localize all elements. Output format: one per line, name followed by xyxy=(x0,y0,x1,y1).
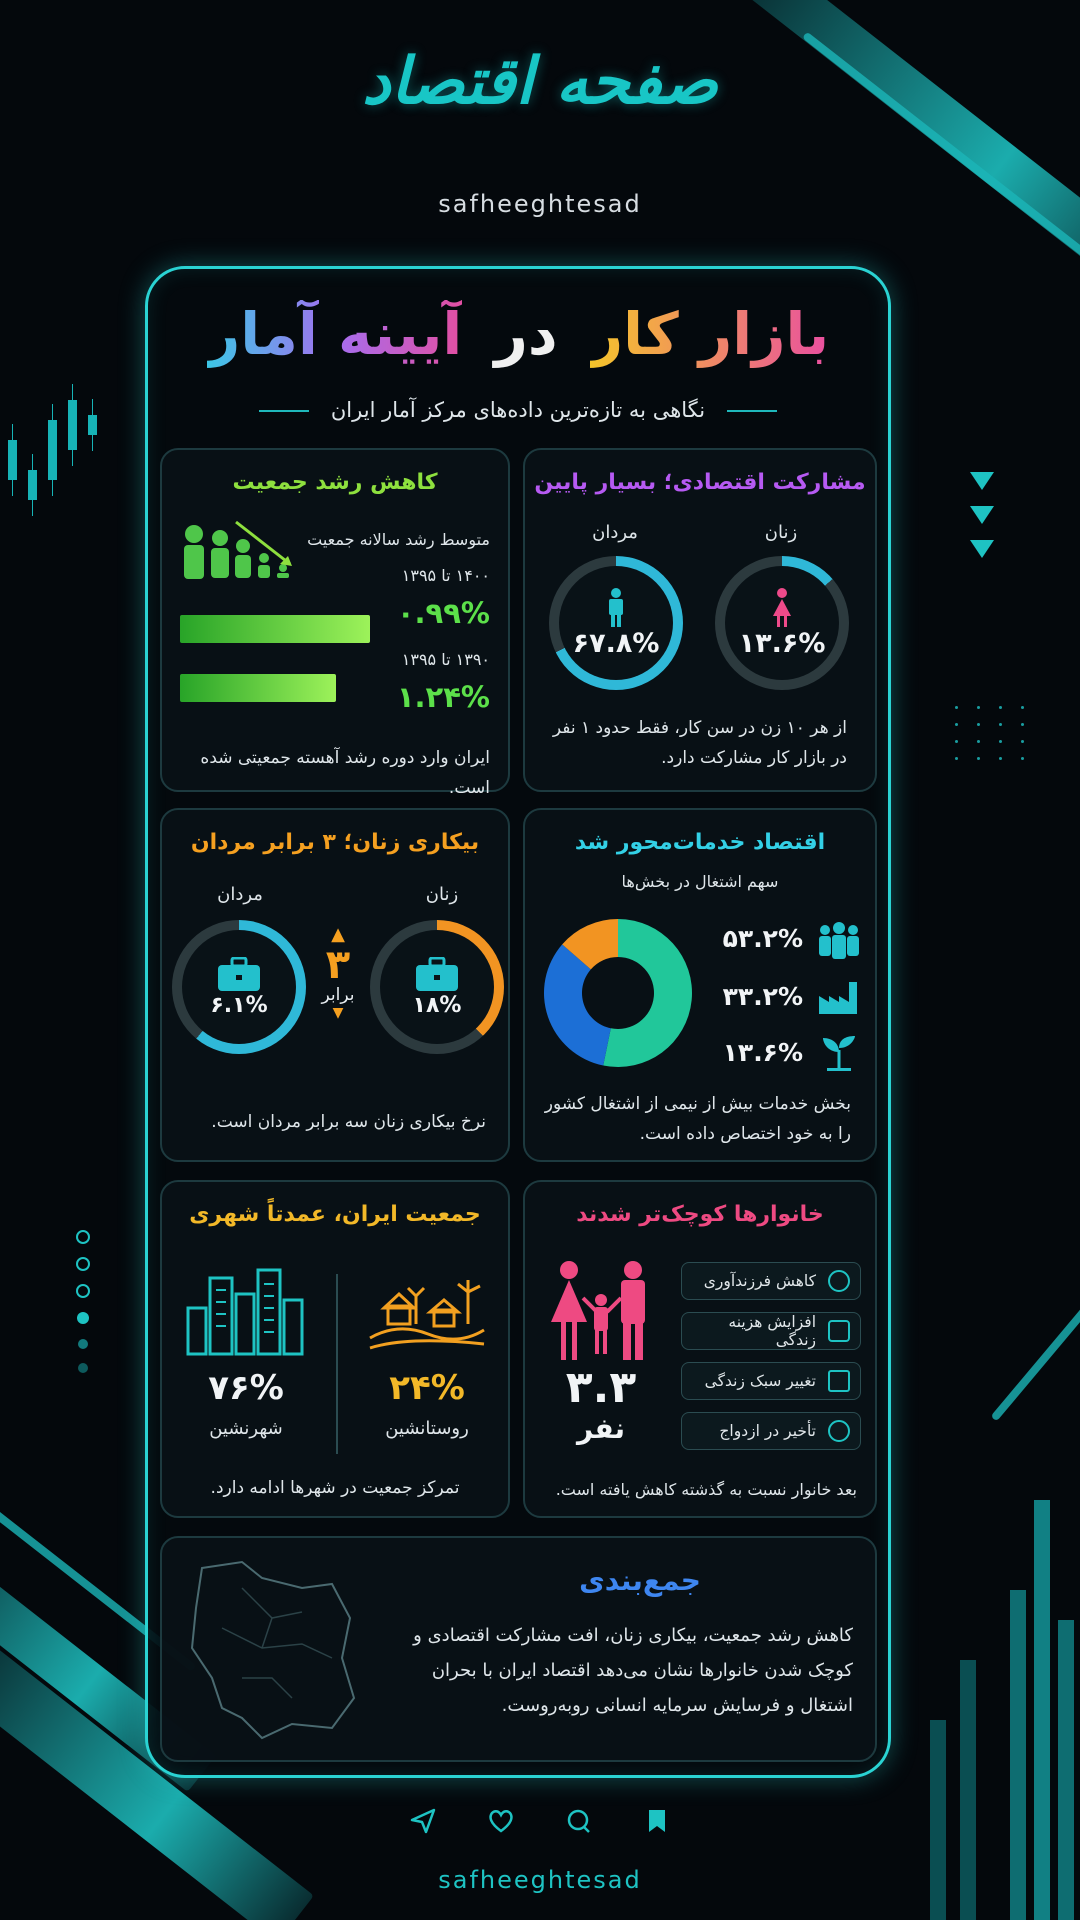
family-icon xyxy=(547,1260,655,1364)
industry-factory-icon xyxy=(817,978,861,1016)
participation-title: مشارکت اقتصادی؛ بسیار پایین xyxy=(534,470,866,495)
unemployment-ratio-word: برابر xyxy=(321,985,355,1005)
population-growth-note: ایران وارد دوره رشد آهسته جمعیتی شده است. xyxy=(200,748,490,798)
population-growth-bar-2 xyxy=(180,674,336,702)
population-growth-value-2: ۱.۲۴% xyxy=(396,680,490,714)
woman-icon xyxy=(771,588,793,628)
title-part-3: آیینه آمار xyxy=(206,300,463,368)
brand-handle-top: safheeghtesad xyxy=(438,190,642,218)
unemployment-women-label: زنان xyxy=(425,884,459,905)
urbanization-card xyxy=(160,1180,510,1518)
unemployment-title: بیکاری زنان؛ ۳ برابر مردان xyxy=(190,830,480,855)
target-icon xyxy=(828,1270,850,1292)
urbanization-divider xyxy=(336,1274,338,1454)
unemployment-women-value: ۱۸% xyxy=(412,992,462,1018)
brand-logo xyxy=(0,44,1080,119)
urbanization-note: تمرکز جمعیت در شهرها ادامه دارد. xyxy=(210,1478,460,1498)
services-caption: سهم اشتغال در بخش‌ها xyxy=(621,872,779,891)
house-icon xyxy=(828,1370,850,1392)
bookmark-icon[interactable] xyxy=(644,1808,670,1834)
rings-icon xyxy=(828,1420,850,1442)
dots-indicator-icon xyxy=(74,1228,92,1388)
industry-share-value: ۳۳.۲% xyxy=(722,982,803,1011)
unemployment-men-ring xyxy=(172,920,306,1054)
title-part-1: بازار کار xyxy=(589,300,830,368)
population-growth-period-2: ۱۳۹۰ تا ۱۳۹۵ xyxy=(401,650,490,669)
unemployment-men-label: مردان xyxy=(217,884,263,905)
services-title: اقتصاد خدمات‌محور شد xyxy=(574,830,826,855)
families-title: خانوارها کوچک‌تر شدند xyxy=(576,1202,824,1227)
social-actions xyxy=(0,1808,1080,1834)
population-growth-caption: متوسط رشد سالانه جمعیت xyxy=(307,530,490,549)
rural-value: ۲۴% xyxy=(389,1368,465,1408)
donut-slice-1 xyxy=(544,944,611,1065)
summary-body: کاهش رشد جمعیت، بیکاری زنان، افت مشارکت اقتصادی و کوچک شدن خانوارها نشان می‌دهد اقتصاد ایران با بحران اشتغال و فرسایش سرمایه انسانی روبه‌روست. xyxy=(413,1625,853,1717)
family-size-value: ۳.۳ xyxy=(565,1362,637,1413)
unemployment-women-ring xyxy=(370,920,504,1054)
population-growth-bar-1 xyxy=(180,615,370,643)
services-people-icon xyxy=(817,922,861,960)
participation-women-ring xyxy=(715,556,849,690)
participation-men-ring xyxy=(549,556,683,690)
unemployment-ratio xyxy=(306,924,370,1021)
population-growth-value-1: ۰.۹۹% xyxy=(396,596,490,630)
family-reason-chip: افزایش هزینه زندگی xyxy=(681,1312,861,1350)
man-icon xyxy=(605,588,627,628)
summary-title: جمع‌بندی xyxy=(579,1564,701,1597)
title-part-2: در xyxy=(494,300,558,368)
rural-label: روستانشین xyxy=(385,1418,469,1439)
triangle-markers-icon xyxy=(968,470,996,566)
participation-women-value: ۱۳.۶% xyxy=(738,627,826,659)
families-card xyxy=(523,1180,877,1518)
population-growth-title: کاهش رشد جمعیت xyxy=(232,470,438,495)
services-note: بخش خدمات بیش از نیمی از اشتغال کشور را به خود اختصاص داده است. xyxy=(544,1094,851,1144)
briefcase-icon xyxy=(216,957,262,993)
like-heart-icon[interactable] xyxy=(488,1808,514,1834)
wallet-icon xyxy=(828,1320,850,1342)
ratio-up-arrow-icon: ▲ xyxy=(331,924,345,945)
participation-women-label: زنان xyxy=(764,522,798,543)
brand-handle-bottom: safheeghtesad xyxy=(438,1866,642,1894)
page-title xyxy=(145,300,891,368)
participation-note: از هر ۱۰ زن در سن کار، فقط حدود ۱ نفر در بازار کار مشارکت دارد. xyxy=(552,718,847,768)
urbanization-title: جمعیت ایران، عمدتاً شهری xyxy=(189,1202,481,1227)
village-icon xyxy=(368,1278,486,1354)
family-reason-chip: تأخیر در ازدواج xyxy=(681,1412,861,1450)
family-size-unit: نفر xyxy=(576,1412,626,1445)
services-share-value: ۵۳.۲% xyxy=(722,924,803,953)
comment-icon[interactable] xyxy=(566,1808,592,1834)
page-subtitle: نگاهی به تازه‌ترین داده‌های مرکز آمار ایران xyxy=(145,398,891,422)
unemployment-men-value: ۶.۱% xyxy=(210,992,268,1018)
services-card xyxy=(523,808,877,1162)
family-reason-chip: کاهش فرزندآوری xyxy=(681,1262,861,1300)
urban-label: شهرنشین xyxy=(209,1418,283,1439)
share-send-icon[interactable] xyxy=(410,1808,436,1834)
family-reason-chip: تغییر سبک زندگی xyxy=(681,1362,861,1400)
employment-donut-chart xyxy=(541,916,695,1070)
unemployment-note: نرخ بیکاری زنان سه برابر مردان است. xyxy=(211,1112,486,1132)
population-growth-card xyxy=(160,448,510,798)
urban-value: ۷۶% xyxy=(208,1368,284,1408)
unemployment-ratio-number: ۳ xyxy=(325,942,351,988)
city-skyline-icon xyxy=(186,1264,306,1356)
agriculture-share-value: ۱۳.۶% xyxy=(722,1038,803,1067)
families-note: بعد خانوار نسبت به گذشته کاهش یافته است. xyxy=(555,1480,857,1499)
family-decline-icon xyxy=(180,520,304,590)
participation-men-label: مردان xyxy=(592,522,638,543)
logo-wordmark: صفحه اقتصاد xyxy=(362,44,718,119)
agriculture-sprout-icon xyxy=(819,1034,859,1072)
population-growth-period-1: ۱۴۰۰ تا ۱۳۹۵ xyxy=(401,566,490,585)
participation-card xyxy=(523,448,877,792)
iran-map-icon xyxy=(182,1558,362,1748)
unemployment-card xyxy=(160,808,510,1162)
briefcase-icon xyxy=(414,957,460,993)
summary-card xyxy=(160,1536,877,1762)
participation-men-value: ۶۷.۸% xyxy=(572,627,660,659)
ratio-down-arrow-icon: ▼ xyxy=(332,1005,344,1021)
